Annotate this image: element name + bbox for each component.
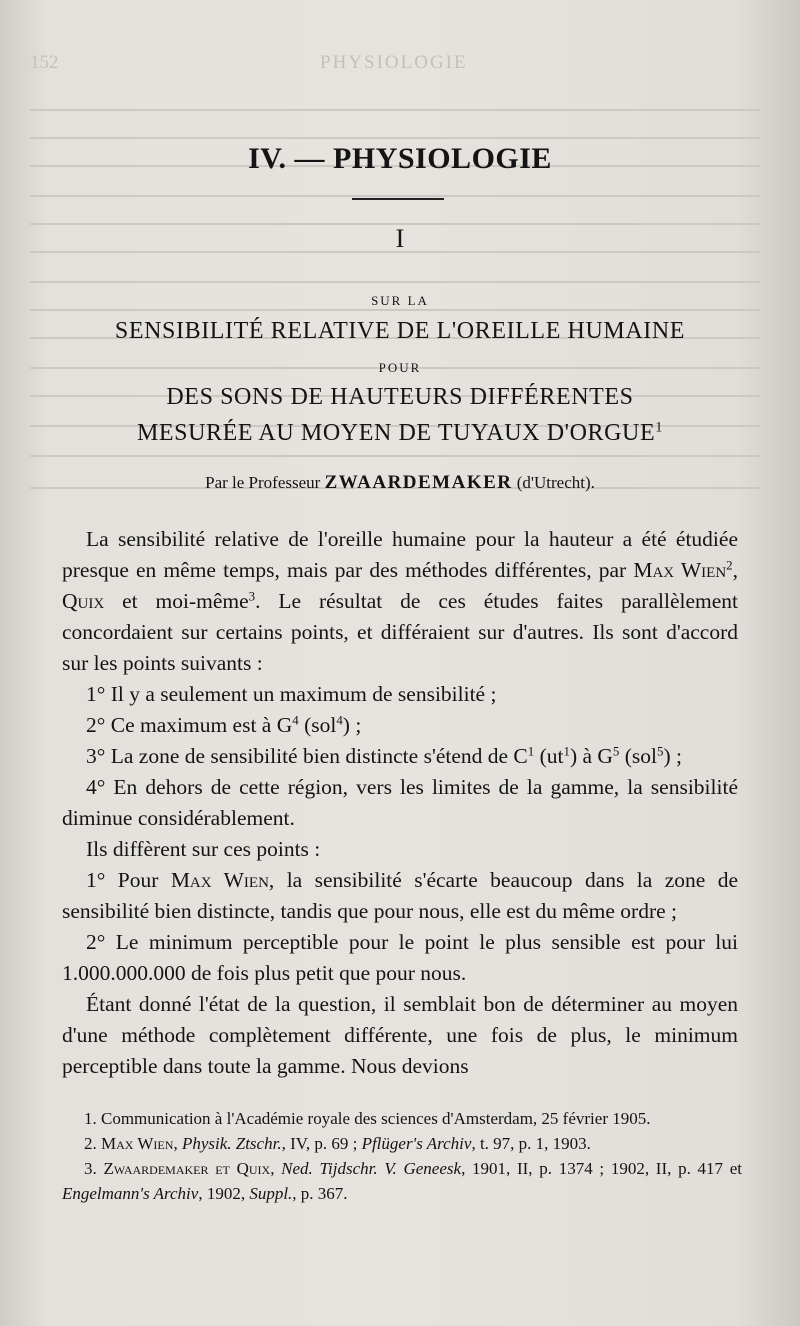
chapter-numeral: I [395, 224, 405, 253]
item3-text-d: (sol [619, 744, 657, 768]
item3-text-e: ) ; [663, 744, 682, 768]
fn3-text-c: , 1901, II, p. 1374 ; 1902, II, p. 417 et [461, 1159, 743, 1178]
body-text [62, 524, 738, 1082]
item5-text-a: 1° Pour [86, 868, 159, 892]
item2-sup1: 4 [292, 713, 299, 728]
list-item [62, 865, 738, 927]
footnote-ref-1: 1 [655, 419, 664, 436]
fn2-text-b: , [173, 1134, 178, 1153]
byline-prefix: Par le Professeur [205, 473, 321, 492]
footnote-2 [62, 1131, 742, 1156]
fn3-text-e: , p. 367. [292, 1184, 348, 1203]
fn3-journal2: Engelmann's Archiv [62, 1184, 199, 1203]
p1-author-quix: Quix [62, 589, 105, 613]
title-rule [352, 198, 444, 200]
list-item: 4° En dehors de cette région, vers les limites de la gamme, la sensibilité diminue considérablement. [62, 775, 738, 830]
paragraph-2: Ils diffèrent sur ces points : [86, 837, 321, 861]
running-head [0, 52, 800, 76]
byline [0, 472, 800, 494]
fn3-text-b: , [270, 1159, 275, 1178]
article-title-line4: DES SONS DE HAUTEURS DIFFÉRENTES [166, 384, 634, 410]
item3-sup3: 5 [612, 744, 620, 759]
list-item: 2° Le minimum perceptible pour le point le plus sensible est pour lui 1.000.000.000 de fois plus petit que pour nous. [62, 930, 738, 985]
fn2-number: 2. [84, 1134, 97, 1153]
running-head-title: PHYSIOLOGIE [320, 52, 468, 73]
byline-suffix: (d'Utrecht). [516, 473, 595, 492]
fn2-author: Max Wien [101, 1134, 174, 1153]
item3-text-c: ) à G [569, 744, 613, 768]
footnote-ref-3: 3 [248, 589, 256, 604]
byline-author: ZWAARDEMAKER [324, 472, 513, 493]
fn3-number: 3. [84, 1159, 97, 1178]
p1-text-c: et moi-même [104, 589, 249, 613]
footnote-3 [62, 1156, 742, 1206]
article-title-line3: POUR [378, 360, 422, 375]
item3-text-a: 3° La zone de sensibilité bien distincte s'étend de C [86, 744, 528, 768]
item3-sup4: 5 [657, 744, 664, 759]
article-title-line2: SENSIBILITÉ RELATIVE DE L'OREILLE HUMAINE [114, 318, 686, 344]
article-title-line1: SUR LA [371, 293, 429, 308]
list-item: 1° Il y a seulement un maximum de sensibilité ; [86, 682, 497, 706]
paragraph-1 [62, 524, 738, 679]
item5-author-wien: Max Wien [170, 868, 269, 892]
item3-text-b: (ut [534, 744, 564, 768]
item2-text-c: ) ; [342, 713, 362, 737]
article-title-line5 [0, 420, 800, 447]
section-title: IV. — PHYSIOLOGIE [248, 142, 552, 175]
page-number: 152 [30, 52, 59, 73]
list-item [62, 741, 738, 772]
list-item [62, 710, 738, 741]
item2-text-b: (sol [298, 713, 337, 737]
p1-text-d: . Le résultat de ces études faites parallèlement concordaient sur certains points, et différaient sur d'autres. Ils sont d'accord sur les points suivants : [62, 589, 738, 675]
fn2-text-d: , t. 97, p. 1, 1903. [471, 1134, 591, 1153]
paragraph-3: Étant donné l'état de la question, il semblait bon de déterminer au moyen d'une méthode complètement différente, une fois de plus, le minimum perceptible dans toute la gamme. Nous devions [62, 992, 738, 1078]
fn2-text-c: , IV, p. 69 ; [281, 1134, 358, 1153]
item2-sup2: 4 [336, 713, 343, 728]
footnotes [62, 1106, 742, 1206]
fn3-text-d: , 1902, [198, 1184, 246, 1203]
fn2-journal2: Pflüger's Archiv [361, 1134, 472, 1153]
footnote-ref-2: 2 [726, 558, 733, 573]
article-title-line5-text: MESURÉE AU MOYEN DE TUYAUX D'ORGUE [136, 420, 656, 446]
item3-sup2: 1 [563, 744, 570, 759]
p1-author-wien: Max Wien [633, 558, 727, 582]
fn3-suppl: Suppl. [249, 1184, 293, 1203]
fn3-authors: Zwaardemaker et Quix [103, 1159, 271, 1178]
item5-text-b: , la sensibilité s'écarte beaucoup dans la zone de sensibilité bien distincte, tandis que pour nous, elle est du même ordre ; [62, 868, 739, 923]
footnote-1: 1. Communication à l'Académie royale des sciences d'Amsterdam, 25 février 1905. [84, 1109, 651, 1128]
fn3-journal: Ned. Tijdschr. V. Geneesk [281, 1159, 462, 1178]
p1-text-b: , [732, 558, 738, 582]
item3-sup1: 1 [527, 744, 535, 759]
p1-text-a: La sensibilité relative de l'oreille humaine pour la hauteur a été étudiée presque en même temps, mais par des méthodes différentes, par [62, 527, 738, 582]
fn2-journal: Physik. Ztschr. [181, 1134, 282, 1153]
item2-text-a: 2° Ce maximum est à G [86, 713, 293, 737]
